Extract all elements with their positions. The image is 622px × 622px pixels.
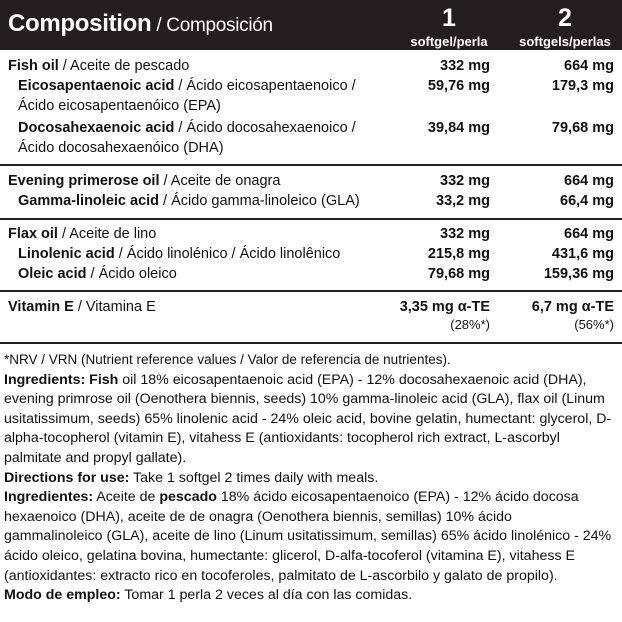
column-header-2 xyxy=(508,6,622,48)
title-en: Composition xyxy=(8,10,152,37)
ingredients-es-fish: pescado xyxy=(159,489,217,506)
value-per-2: 664 mg xyxy=(564,226,614,242)
ingredients-en xyxy=(4,371,614,469)
row-label: / Ácido gamma-linoleico (GLA) xyxy=(159,193,360,209)
value-per-2: 431,6 mg xyxy=(551,246,614,262)
directions-es-text: Tomar 1 perla 2 veces al día con las comidas. xyxy=(120,587,413,604)
value-per-1: 332 mg xyxy=(440,173,490,189)
row-label: / Ácido linolénico / Ácido linolênico xyxy=(114,246,341,262)
column-2-unit: softgels/perlas xyxy=(519,34,611,49)
section-evening-primrose xyxy=(0,166,622,220)
row-vitamin-e xyxy=(0,297,622,332)
section-vitamin-e xyxy=(0,292,622,344)
value-per-1: 215,8 mg xyxy=(427,246,490,262)
row-label: / Vitamina E xyxy=(73,299,156,315)
directions-es xyxy=(4,586,614,606)
value-per-1: 79,68 mg xyxy=(427,266,490,282)
row-label: / Aceite de onagra xyxy=(159,173,281,189)
row-label: / Aceite de pescado xyxy=(58,58,190,74)
value-per-2: 66,4 mg xyxy=(560,193,614,209)
value-per-2: 159,36 mg xyxy=(543,266,614,282)
row-label: / Aceite de lino xyxy=(57,226,157,242)
row-label-bold: Docosahexaenoic acid xyxy=(18,120,175,136)
directions-en xyxy=(4,469,614,489)
section-fish-oil xyxy=(0,50,622,166)
column-1-unit: softgel/perla xyxy=(410,34,488,49)
value-per-2: 664 mg xyxy=(564,58,614,74)
row-linolenic xyxy=(0,244,622,264)
value-per-1: 59,76 mg xyxy=(427,78,490,94)
nrv-footnote: *NRV / VRN (Nutrient reference values / Valor de referencia de nutrientes). xyxy=(4,352,451,367)
row-fish-oil xyxy=(0,56,622,76)
row-label-line2: Ácido docosahexaenóico (DHA) xyxy=(18,140,224,156)
table-header xyxy=(0,0,622,50)
value-per-1: 33,2 mg xyxy=(436,193,490,209)
ingredients-en-label: Ingredients: xyxy=(4,371,86,388)
row-label-bold: Evening primerose oil xyxy=(8,173,160,189)
ingredients-es-text: 18% ácido eicosapentaenoico (EPA) - 12% ácido docosa hexaenoico (DHA), aceite de de onagra (Oenothera biennis, semillas) 10% ácido gammalinoleico (GLA), aceite de lino (Linum usitatissimum, semillas) 65% ácido linolénico - 24% ácido oleico, gelatina bovina, humectante: glicerol, D-alfa-tocoferol (vitamina E), vitahess E (antioxidantes: extracto rico en tocoferoles, palmitato de L-ascorbilo y galato de propilo). xyxy=(4,489,612,584)
directions-en-text: Take 1 softgel 2 times daily with meals. xyxy=(129,469,379,486)
row-label-bold: Fish oil xyxy=(8,58,59,74)
ingredients-en-text: oil 18% eicosapentaenoic acid (EPA) - 12% docosahexaenoic acid (DHA), evening primrose oil (Oenothera biennis, seeds) 10% gamma-linoleic acid (GLA), flax oil (Linum usitatissimum, seeds) 65% linolenic acid - 24% oleic acid, bovine gelatin, humectant: glycerol, D-alpha-tocopherol (vitamin E), vitahess E (antioxidants: tocopherol rich extract, L-ascorbyl palmitate and propyl gallate). xyxy=(4,371,612,466)
label-notes xyxy=(0,344,622,606)
row-label-bold: Flax oil xyxy=(8,226,58,242)
row-label-bold: Oleic acid xyxy=(18,266,87,282)
row-evening-primrose xyxy=(0,171,622,191)
value-per-2 xyxy=(532,297,614,333)
column-header-1 xyxy=(398,6,500,48)
row-label: / Ácido oleico xyxy=(86,266,177,282)
row-label-bold: Eicosapentaenoic acid xyxy=(18,78,175,94)
value-per-1: 39,84 mg xyxy=(427,120,490,136)
ingredients-en-fish: Fish xyxy=(89,371,119,388)
vitamin-e-nrv-1: (28%*) xyxy=(450,317,490,332)
value-per-1: 332 mg xyxy=(440,226,490,242)
table-title xyxy=(8,10,273,38)
row-label-line2: Ácido eicosapentaenóico (EPA) xyxy=(18,98,221,114)
ingredients-es xyxy=(4,488,614,586)
directions-en-label: Directions for use: xyxy=(4,469,130,486)
value-per-2: 79,68 mg xyxy=(551,120,614,136)
row-label: / Ácido eicosapentaenoico / xyxy=(174,78,356,94)
vitamin-e-amount-1: 3,35 mg α-TE xyxy=(399,299,490,315)
row-label-bold: Vitamin E xyxy=(8,299,74,315)
value-per-1 xyxy=(400,297,490,333)
value-per-2: 664 mg xyxy=(564,173,614,189)
title-es: / Composición xyxy=(151,15,273,36)
column-1-count: 1 xyxy=(442,4,456,32)
ingredients-es-label: Ingredientes: xyxy=(4,489,94,506)
row-label-bold: Gamma-linoleic acid xyxy=(18,193,160,209)
vitamin-e-amount-2: 6,7 mg α-TE xyxy=(531,299,614,315)
row-flax-oil xyxy=(0,224,622,244)
column-2-count: 2 xyxy=(558,4,572,32)
row-gla xyxy=(0,191,622,211)
row-label-bold: Linolenic acid xyxy=(18,246,115,262)
value-per-1: 332 mg xyxy=(440,58,490,74)
row-dha xyxy=(0,118,622,158)
directions-es-label: Modo de empleo: xyxy=(4,587,121,604)
ingredients-es-pre: Aceite de xyxy=(93,489,160,506)
value-per-2: 179,3 mg xyxy=(551,78,614,94)
section-flax-oil xyxy=(0,220,622,292)
row-oleic xyxy=(0,264,622,284)
vitamin-e-nrv-2: (56%*) xyxy=(574,317,614,332)
row-label: / Ácido docosahexaenoico / xyxy=(174,120,356,136)
row-epa xyxy=(0,76,622,116)
